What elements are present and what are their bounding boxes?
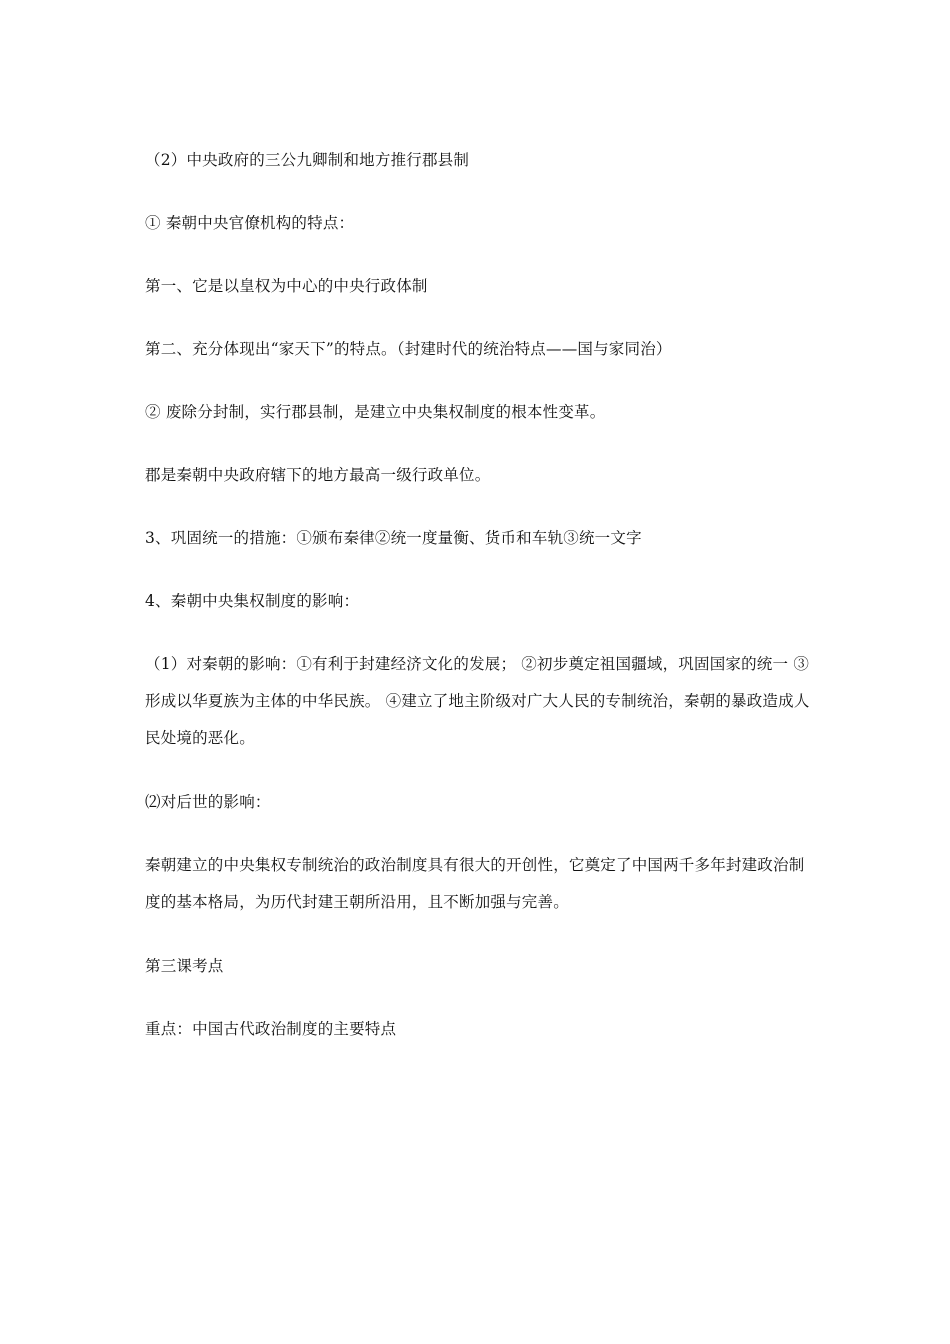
point-abolish-feudal: ② 废除分封制，实行郡县制，是建立中央集权制度的根本性变革。	[145, 403, 606, 421]
consolidation-measures: 3、巩固统一的措施：①颁布秦律②统一度量衡、货币和车轨③统一文字	[145, 529, 642, 547]
heading-influence: 4、秦朝中央集权制度的影响：	[145, 592, 360, 610]
feature-second: 第二、充分体现出“家天下”的特点。（封建时代的统治特点——国与家同治）	[145, 340, 672, 358]
lesson-three-heading: 第三课考点	[145, 957, 224, 975]
key-point: 重点：中国古代政治制度的主要特点	[145, 1020, 397, 1038]
point-bureaucracy-features: ① 秦朝中央官僚机构的特点：	[145, 214, 355, 232]
commandery-definition: 郡是秦朝中央政府辖下的地方最高一级行政单位。	[145, 466, 491, 484]
feature-first: 第一、它是以皇权为中心的中央行政体制	[145, 277, 428, 295]
later-influence-text: 秦朝建立的中央集权专制统治的政治制度具有很大的开创性，它奠定了中国两千多年封建政治制度的基本格局，为历代封建王朝所沿用，且不断加强与完善。	[145, 856, 805, 911]
document-body	[145, 149, 815, 1040]
influence-on-qin: （1）对秦朝的影响：①有利于封建经济文化的发展； ②初步奠定祖国疆域，巩固国家的统一 ③形成以华夏族为主体的中华民族。 ④建立了地主阶级对广大人民的专制统治，秦朝的暴政造成人民处境的恶化。	[145, 655, 810, 747]
section-heading-central-government: （2）中央政府的三公九卿制和地方推行郡县制	[145, 151, 470, 169]
heading-later-influence: ⑵对后世的影响：	[145, 793, 271, 811]
